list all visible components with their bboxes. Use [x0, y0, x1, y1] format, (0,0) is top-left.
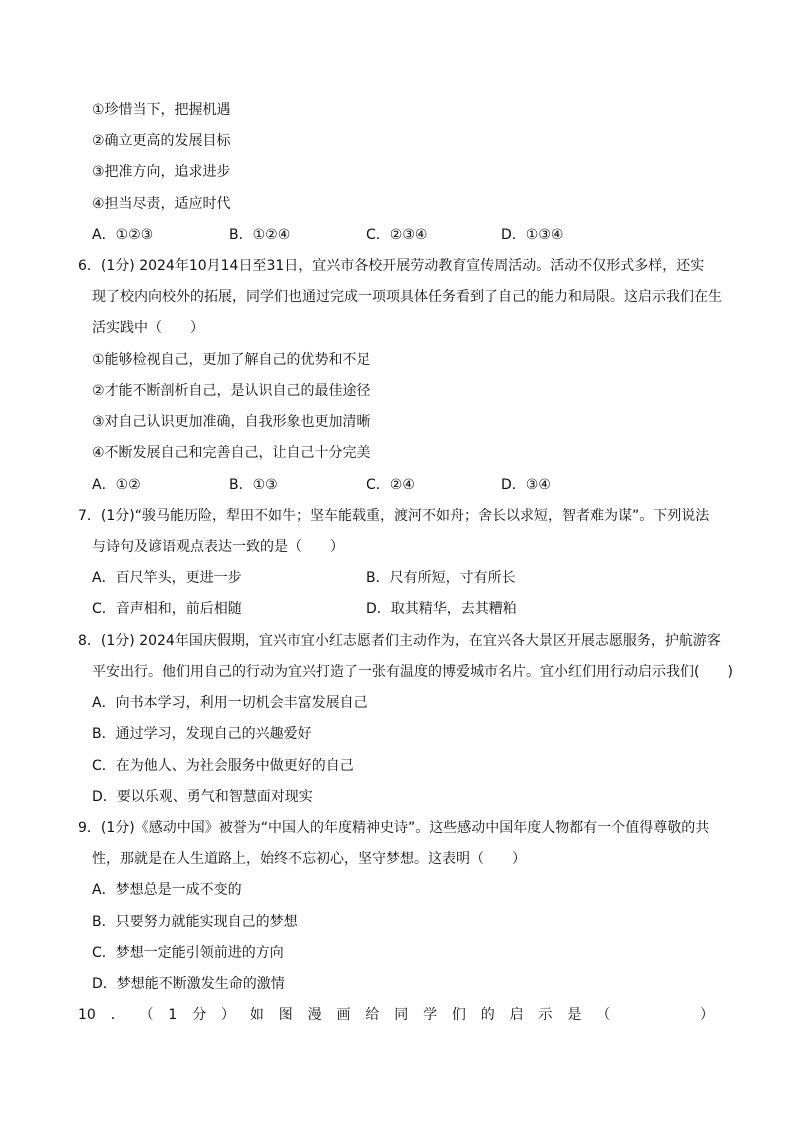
q8-stem-line-2: 平安出行。他们用自己的行动为宜兴打造了一张有温度的博爱城市名片。宜小红们用行动启示我们( ) [92, 664, 733, 680]
q10-token: 启 [509, 1007, 524, 1023]
q6-option-b[interactable]: B．①③ [229, 477, 278, 493]
q10-token: 如 [249, 1007, 264, 1023]
q6-stem-line-1: 6．(1分) 2024年10月14日至31日，宜兴市各校开展劳动教育宣传周活动。活动不仅形式多样，还实 [78, 258, 705, 274]
q7-option-b[interactable]: B．尺有所短，寸有所长 [366, 570, 516, 586]
q6-option-c[interactable]: C．②④ [366, 477, 415, 493]
q7-option-d[interactable]: D．取其精华，去其糟粕 [366, 601, 517, 617]
q10-token: 画 [336, 1007, 351, 1023]
q6-option-a[interactable]: A．①② [92, 477, 141, 493]
q5-option-b[interactable]: B．①②④ [229, 227, 291, 243]
q6-item-2: ②才能不断剖析自己，是认识自己的最佳途径 [92, 383, 371, 399]
q10-token: 是 [567, 1007, 582, 1023]
q8-option-d[interactable]: D．要以乐观、勇气和智慧面对现实 [92, 789, 313, 805]
q10-token: 1 [168, 1007, 178, 1023]
q10-token: 示 [538, 1007, 553, 1023]
q7-stem-line-2: 与诗句及谚语观点表达一致的是（ ） [92, 539, 344, 555]
q9-option-a[interactable]: A．梦想总是一成不变的 [92, 882, 242, 898]
q10-token: 的 [480, 1007, 495, 1023]
q10-token: 给 [365, 1007, 380, 1023]
q9-option-c[interactable]: C．梦想一定能引领前进的方向 [92, 945, 284, 961]
q6-item-4: ④不断发展自己和完善自己，让自己十分完美 [92, 445, 371, 461]
q8-option-c[interactable]: C．在为他人、为社会服务中做更好的自己 [92, 758, 354, 774]
q6-item-1: ①能够检视自己，更加了解自己的优势和不足 [92, 352, 371, 368]
q5-item-2: ②确立更高的发展目标 [92, 133, 231, 149]
q5-option-a[interactable]: A．①②③ [92, 227, 154, 243]
q9-stem-line-2: 性，那就是在人生道路上，始终不忘初心，坚守梦想。这表明（ ） [92, 851, 526, 867]
q7-option-a[interactable]: A．百尺竿头，更进一步 [92, 570, 242, 586]
q10-stem [78, 1005, 714, 1025]
q6-item-3: ③对自己认识更加准确，自我形象也更加清晰 [92, 414, 371, 430]
q5-option-d[interactable]: D．①③④ [501, 227, 564, 243]
q9-option-b[interactable]: B．只要努力就能实现自己的梦想 [92, 914, 298, 930]
q6-option-d[interactable]: D．③④ [501, 477, 551, 493]
q10-answer-blank[interactable] [625, 1005, 685, 1025]
q5-item-3: ③把准方向，追求进步 [92, 164, 231, 180]
q8-stem-line-1: 8．(1分) 2024年国庆假期，宜兴市宜小红志愿者们主动作为，在宜兴各大景区开展志愿服务，护航游客 [78, 633, 721, 649]
q6-stem-line-2: 现了校内向校外的拓展，同学们也通过完成一项项具体任务看到了自己的能力和局限。这启示我们在生 [92, 289, 722, 305]
q5-option-c[interactable]: C．②③④ [366, 227, 428, 243]
q10-token: 同 [394, 1007, 409, 1023]
q10-token: 漫 [307, 1007, 322, 1023]
q10-token: ） [699, 1007, 714, 1023]
q10-token: （ [139, 1007, 154, 1023]
q5-item-1: ①珍惜当下，把握机遇 [92, 102, 231, 118]
q10-token: 学 [423, 1007, 438, 1023]
q5-item-4: ④担当尽责，适应时代 [92, 196, 231, 212]
q9-stem-line-1: 9．(1分)《感动中国》被誉为“中国人的年度精神史诗”。这些感动中国年度人物都有一个值得尊敬的共 [78, 820, 710, 836]
q7-stem-line-1: 7．(1分)“骏马能历险，犁田不如牛；坚车能载重，渡河不如舟；舍长以求短，智者难为谋”。下列说法 [78, 508, 710, 524]
q7-option-c[interactable]: C．音声相和，前后相随 [92, 601, 242, 617]
q10-token: 分 [192, 1007, 207, 1023]
q6-stem-line-3: 活实践中（ ） [92, 320, 204, 336]
q8-option-b[interactable]: B．通过学习，发现自己的兴趣爱好 [92, 726, 312, 742]
q10-token: 图 [278, 1007, 293, 1023]
q10-token: ． [110, 1007, 125, 1023]
q9-option-d[interactable]: D．梦想能不断激发生命的激情 [92, 976, 285, 992]
q10-token: 10 [78, 1007, 96, 1023]
q8-option-a[interactable]: A．向书本学习，利用一切机会丰富发展自己 [92, 695, 368, 711]
q10-token: ） [221, 1007, 236, 1023]
q10-token: （ [596, 1007, 611, 1023]
q10-token: 们 [451, 1007, 466, 1023]
